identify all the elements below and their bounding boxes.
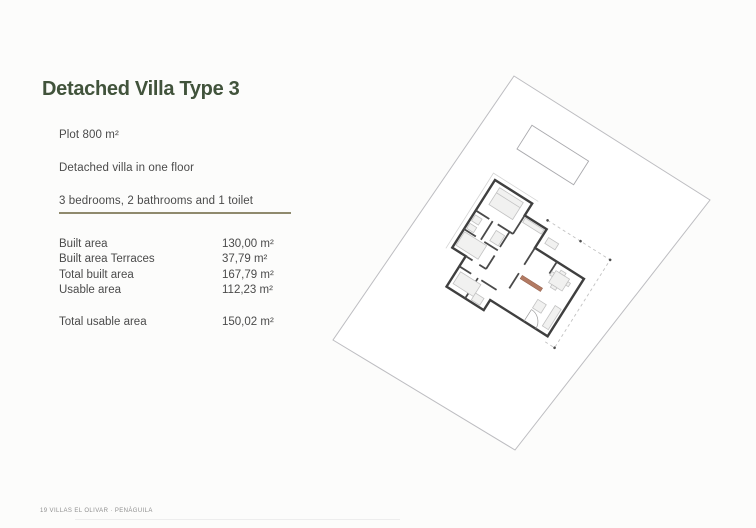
area-value: 112,23 m² (222, 284, 273, 297)
spec-plot-size: Plot 800 m² (59, 129, 119, 141)
footer-rule (75, 519, 400, 520)
footer-text: 19 VILLAS EL OLIVAR · PENÀGUILA (40, 508, 153, 514)
area-value: 37,79 m² (222, 253, 268, 266)
area-label: Built area (59, 238, 108, 250)
area-value: 150,02 m² (222, 315, 274, 328)
area-label: Total built area (59, 268, 134, 281)
page-title: Detached Villa Type 3 (42, 78, 240, 100)
area-label: Usable area (59, 284, 122, 297)
area-label: Built area Terraces (59, 253, 155, 266)
spec-rooms: 3 bedrooms, 2 bathrooms and 1 toilet (59, 195, 254, 207)
area-value: 130,00 m² (222, 238, 274, 250)
area-value: 167,79 m² (222, 268, 274, 281)
spec-floors: Detached villa in one floor (59, 162, 195, 174)
area-label: Total usable area (59, 315, 147, 328)
